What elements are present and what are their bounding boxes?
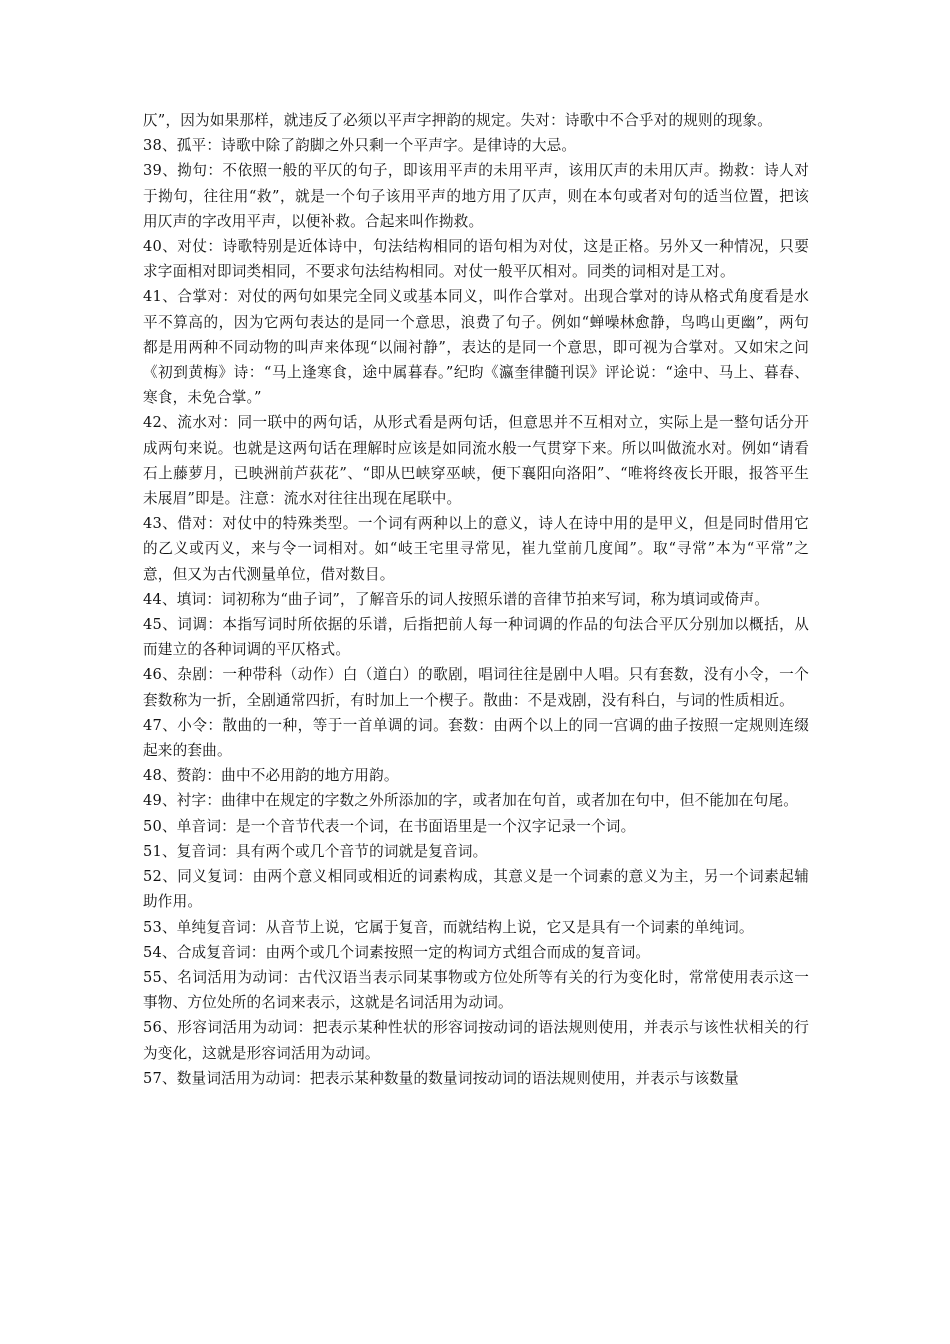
paragraph-45-cidiao: 45、词调：本指写词时所依据的乐谱，后指把前人每一种词调的作品的句法合平仄分别加以概括，从而建立的各种词调的平仄格式。 (143, 616, 809, 659)
paragraph-54-hechengfuyinci: 54、合成复音词：由两个或几个词素按照一定的构词方式组合而成的复音词。 (143, 943, 651, 961)
paragraph-49-chenzi: 49、衬字：曲律中在规定的字数之外所添加的字，或者加在句首，或者加在句中，但不能加在句尾。 (143, 792, 799, 810)
paragraph-41-hezhangdui: 41、合掌对：对仗的两句如果完全同义或基本同义，叫作合掌对。出现合掌对的诗从格式角度看是水平不算高的，因为它两句表达的是同一个意思，浪费了句子。例如“蝉噪林愈静，鸟鸣山更幽”，两句都是用两种不同动物的叫声来体现“以闹衬静”，表达的是同一个意思，即可视为合掌对。又如宋之问《初到黄梅》诗：“马上逢寒食，途中属暮春。”纪昀《瀛奎律髓刊误》评论说：“途中、马上、暮春、寒食，未免合掌。” (143, 288, 809, 407)
paragraph-57-numeral-as-verb: 57、数量词活用为动词：把表示某种数量的数量词按动词的语法规则使用，并表示与该数量 (143, 1069, 739, 1087)
paragraph-continuation: 仄”，因为如果那样，就违反了必须以平声字押韵的规定。失对：诗歌中不合乎对的规则的现象。 (143, 112, 773, 129)
paragraph-44-tianci: 44、填词：词初称为“曲子词”，了解音乐的词人按照乐谱的音律节拍来写词，称为填词或倚声。 (143, 590, 770, 608)
paragraph-56-adjective-as-verb: 56、形容词活用为动词：把表示某种性状的形容词按动词的语法规则使用，并表示与该性状相关的行为变化，这就是形容词活用为动词。 (143, 1019, 809, 1062)
paragraph-46-zaju: 46、杂剧：一种带科（动作）白（道白）的歌剧，唱词往往是剧中人唱。只有套数，没有小令，一个套数称为一折，全剧通常四折，有时加上一个楔子。散曲：不是戏剧，没有科白，与词的性质相近。 (143, 666, 809, 709)
paragraph-39-aoju: 39、拗句：不依照一般的平仄的句子，即该用平声的未用平声，该用仄声的未用仄声。拗救：诗人对于拗句，往往用“救”，就是一个句子该用平声的地方用了仄声，则在本句或者对句的适当位置，把该用仄声的字改用平声，以便补救。合起来叫作拗救。 (143, 162, 809, 230)
paragraph-53-danchunfuyinci: 53、单纯复音词：从音节上说，它属于复音，而就结构上说，它又是具有一个词素的单纯词。 (143, 918, 754, 936)
paragraph-52-tongyifuci: 52、同义复词：由两个意义相同或相近的词素构成，其意义是一个词素的意义为主，另一个词素起辅助作用。 (143, 868, 809, 911)
paragraph-40-duizhang: 40、对仗：诗歌特别是近体诗中，句法结构相同的语句相为对仗，这是正格。另外又一种情况，只要求字面相对即词类相同，不要求句法结构相同。对仗一般平仄相对。同类的词相对是工对。 (143, 238, 809, 281)
document-body (143, 108, 809, 1091)
paragraph-55-noun-as-verb: 55、名词活用为动词：古代汉语当表示同某事物或方位处所等有关的行为变化时，常常使用表示这一事物、方位处所的名词来表示，这就是名词活用为动词。 (143, 968, 809, 1012)
paragraph-38-guping: 38、孤平：诗歌中除了韵脚之外只剩一个平声字。是律诗的大忌。 (143, 137, 577, 155)
paragraph-50-danyinci: 50、单音词：是一个音节代表一个词，在书面语里是一个汉字记录一个词。 (143, 817, 636, 835)
paragraph-42-liushuidui: 42、流水对：同一联中的两句话，从形式看是两句话，但意思并不互相对立，实际上是一整句话分开成两句来说。也就是这两句话在理解时应该是如同流水般一气贯穿下来。所以叫做流水对。例如“请看石上藤萝月，已映洲前芦荻花”、“即从巴峡穿巫峡，便下襄阳向洛阳”、“唯将终夜长开眼，报答平生未展眉”即是。注意：流水对往往出现在尾联中。 (143, 414, 809, 508)
paragraph-43-jiedui: 43、借对：对仗中的特殊类型。一个词有两种以上的意义，诗人在诗中用的是甲义，但是同时借用它的乙义或丙义，来与令一词相对。如“岐王宅里寻常见，崔九堂前几度闻”。取“寻常”本为“平常”之意，但又为古代测量单位，借对数目。 (143, 515, 809, 583)
paragraph-48-zhuiyun: 48、赘韵：曲中不必用韵的地方用韵。 (143, 767, 399, 785)
paragraph-47-xiaoling: 47、小令：散曲的一种，等于一首单调的词。套数：由两个以上的同一宫调的曲子按照一定规则连缀起来的套曲。 (143, 716, 809, 760)
paragraph-51-fuyinci: 51、复音词：具有两个或几个音节的词就是复音词。 (143, 842, 488, 860)
